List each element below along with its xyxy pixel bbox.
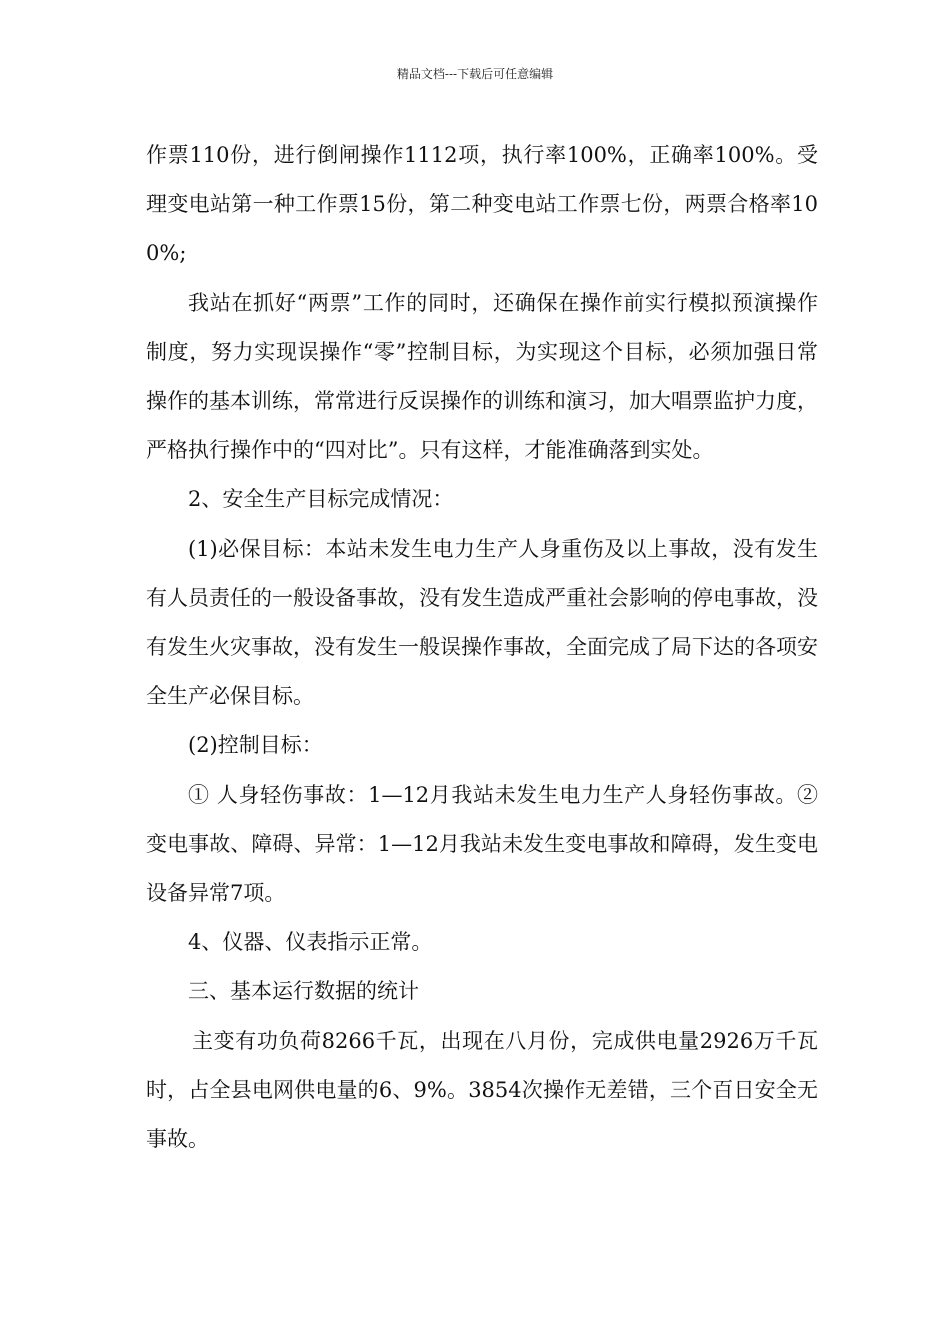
- section-heading-safety-targets: 2、安全生产目标完成情况：: [188, 487, 454, 512]
- paragraph-ticket-stats: 作票110份，进行倒闸操作1112项，执行率100%，正确率100%。受理变电站第一种工作票15份，第二种变电站工作票七份，两票合格率100%;: [146, 143, 818, 266]
- paragraph-guaranteed-targets: (1)必保目标：本站未发生电力生产人身重伤及以上事故，没有发生有人员责任的一般设备事故，没有发生造成严重社会影响的停电事故，没有发生火灾事故，没有发生一般误操作事故，全面完成了局下达的各项安全生产必保目标。: [146, 536, 818, 709]
- paragraph-control-targets-heading: (2)控制目标：: [188, 733, 323, 758]
- paragraph-instruments: 4、仪器、仪表指示正常。: [188, 930, 433, 955]
- paragraph-control-targets-detail: ① 人身轻伤事故：1—12月我站未发生电力生产人身轻伤事故。②变电事故、障碍、异常：1—12月我站未发生变电事故和障碍，发生变电设备异常7项。: [146, 782, 818, 906]
- page-header: 精品文档---下载后可任意编辑: [396, 67, 554, 81]
- paragraph-two-tickets: 我站在抓好“两票”工作的同时，还确保在操作前实行模拟预演操作制度，努力实现误操作“零”控制目标，为实现这个目标，必须加强日常操作的基本训练，常常进行反误操作的训练和演习，加大唱票监护力度，严格执行操作中的“四对比”。只有这样，才能准确落到实处。: [146, 290, 818, 463]
- section-heading-basic-data: 三、基本运行数据的统计: [188, 979, 419, 1004]
- document-body: [146, 131, 818, 1164]
- paragraph-operation-data: 主变有功负荷8266千瓦，出现在八月份，完成供电量2926万千瓦时，占全县电网供电量的6、9%。3854次操作无差错，三个百日安全无事故。: [146, 1028, 818, 1152]
